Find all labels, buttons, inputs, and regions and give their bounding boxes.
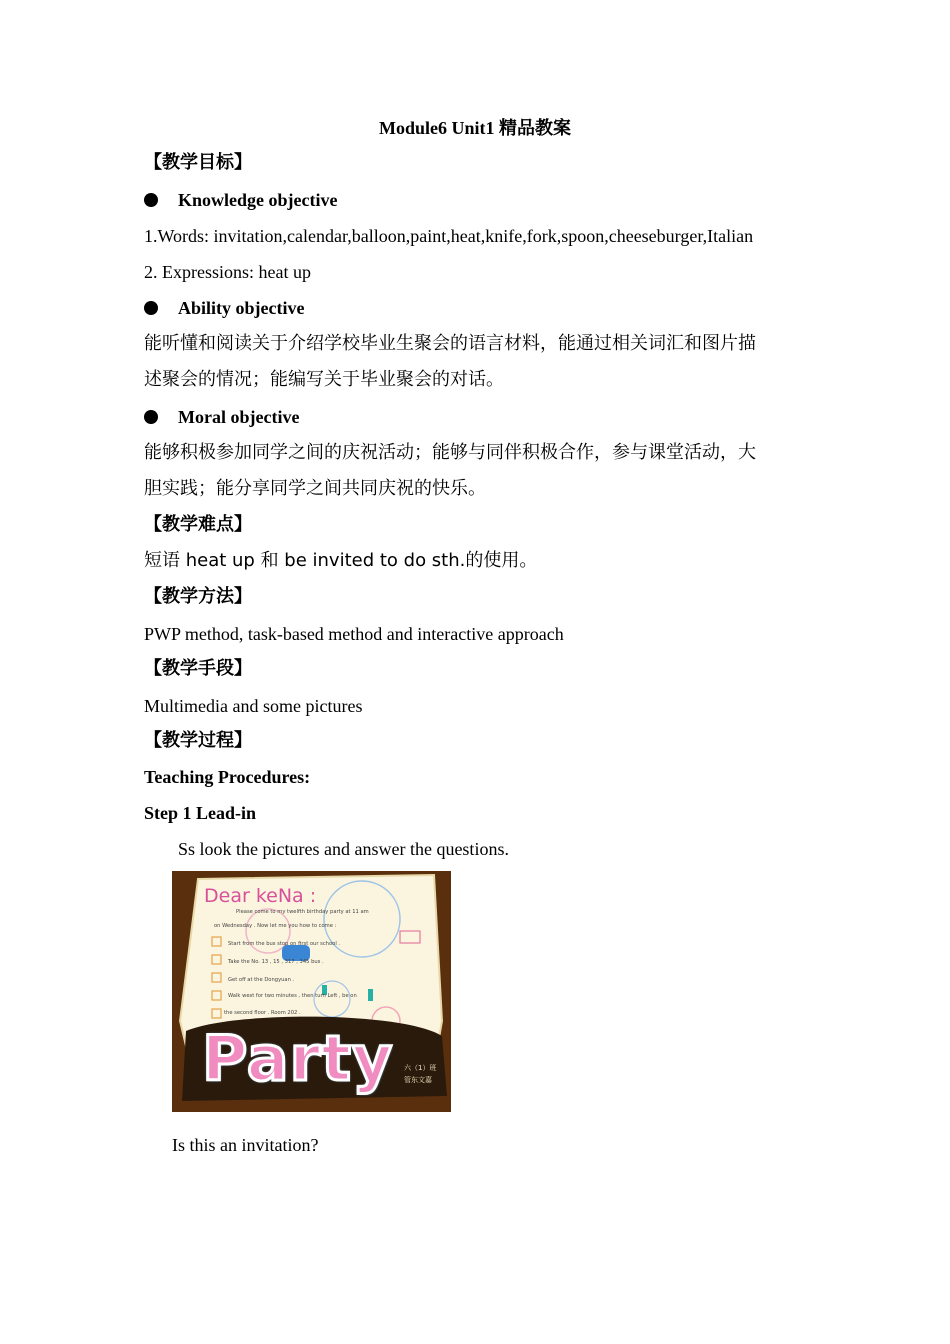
moral-text-line2: 胆实践；能分享同学之间共同庆祝的快乐。 (144, 478, 486, 499)
means-text: Multimedia and some pictures (144, 696, 363, 716)
words-line: 1.Words: invitation,calendar,balloon,paint,heat,knife,fork,spoon,cheeseburger,Italian (144, 226, 754, 246)
card-line: the second floor . Room 202 . (224, 1010, 301, 1016)
party-word: Party (202, 1022, 394, 1095)
moral-text-line1: 能够积极参加同学之间的庆祝活动；能够与同伴积极合作，参与课堂活动，大 (144, 442, 756, 463)
bullet-icon (144, 193, 158, 207)
method-text: PWP method, task-based method and interactive approach (144, 624, 564, 644)
ability-objective-label: Ability objective (178, 298, 305, 318)
difficulty-text: 短语 heat up 和 be invited to do sth.的使用。 (144, 550, 538, 571)
card-line: Walk west for two minutes , then turn Left , be on (228, 993, 357, 999)
knowledge-objective-label: Knowledge objective (178, 190, 338, 210)
procedures-label: Teaching Procedures: (144, 767, 311, 787)
signature-class: 六（1）班 (404, 1064, 437, 1072)
card-line: Take the No. 13 , 15 , 317 , 345 bus . (228, 959, 324, 965)
card-line: Please come to my twelfth birthday party at 11 am (236, 909, 369, 915)
card-line: Get off at the Dongyuan . (228, 977, 295, 983)
document-title: Module6 Unit1 精品教案 (378, 118, 571, 138)
card-line: Start from the bus stop on first our school . (228, 941, 341, 947)
method-heading: 【教学方法】 (144, 586, 252, 607)
means-heading: 【教学手段】 (144, 658, 252, 679)
ability-text-line2: 述聚会的情况；能编写关于毕业聚会的对话。 (144, 369, 504, 390)
expressions-line: 2. Expressions: heat up (144, 262, 311, 282)
question-text: Is this an invitation? (172, 1135, 319, 1155)
step1-heading: Step 1 Lead-in (144, 803, 257, 823)
card-line: on Wednesday . Now let me you how to come : (214, 923, 337, 929)
moral-objective-label: Moral objective (178, 407, 300, 427)
signature-name: 管东文嘉 (404, 1076, 432, 1084)
ability-text-line1: 能听懂和阅读关于介绍学校毕业生聚会的语言材料，能通过相关词汇和图片描 (144, 333, 756, 354)
objectives-heading: 【教学目标】 (144, 152, 252, 173)
difficulty-heading: 【教学难点】 (144, 514, 252, 535)
invitation-card-image (172, 871, 451, 1112)
bullet-icon (144, 410, 158, 424)
step1-text: Ss look the pictures and answer the questions. (178, 839, 509, 859)
card-greeting: Dear keNa : (204, 885, 317, 907)
bullet-icon (144, 301, 158, 315)
process-heading: 【教学过程】 (144, 730, 252, 751)
